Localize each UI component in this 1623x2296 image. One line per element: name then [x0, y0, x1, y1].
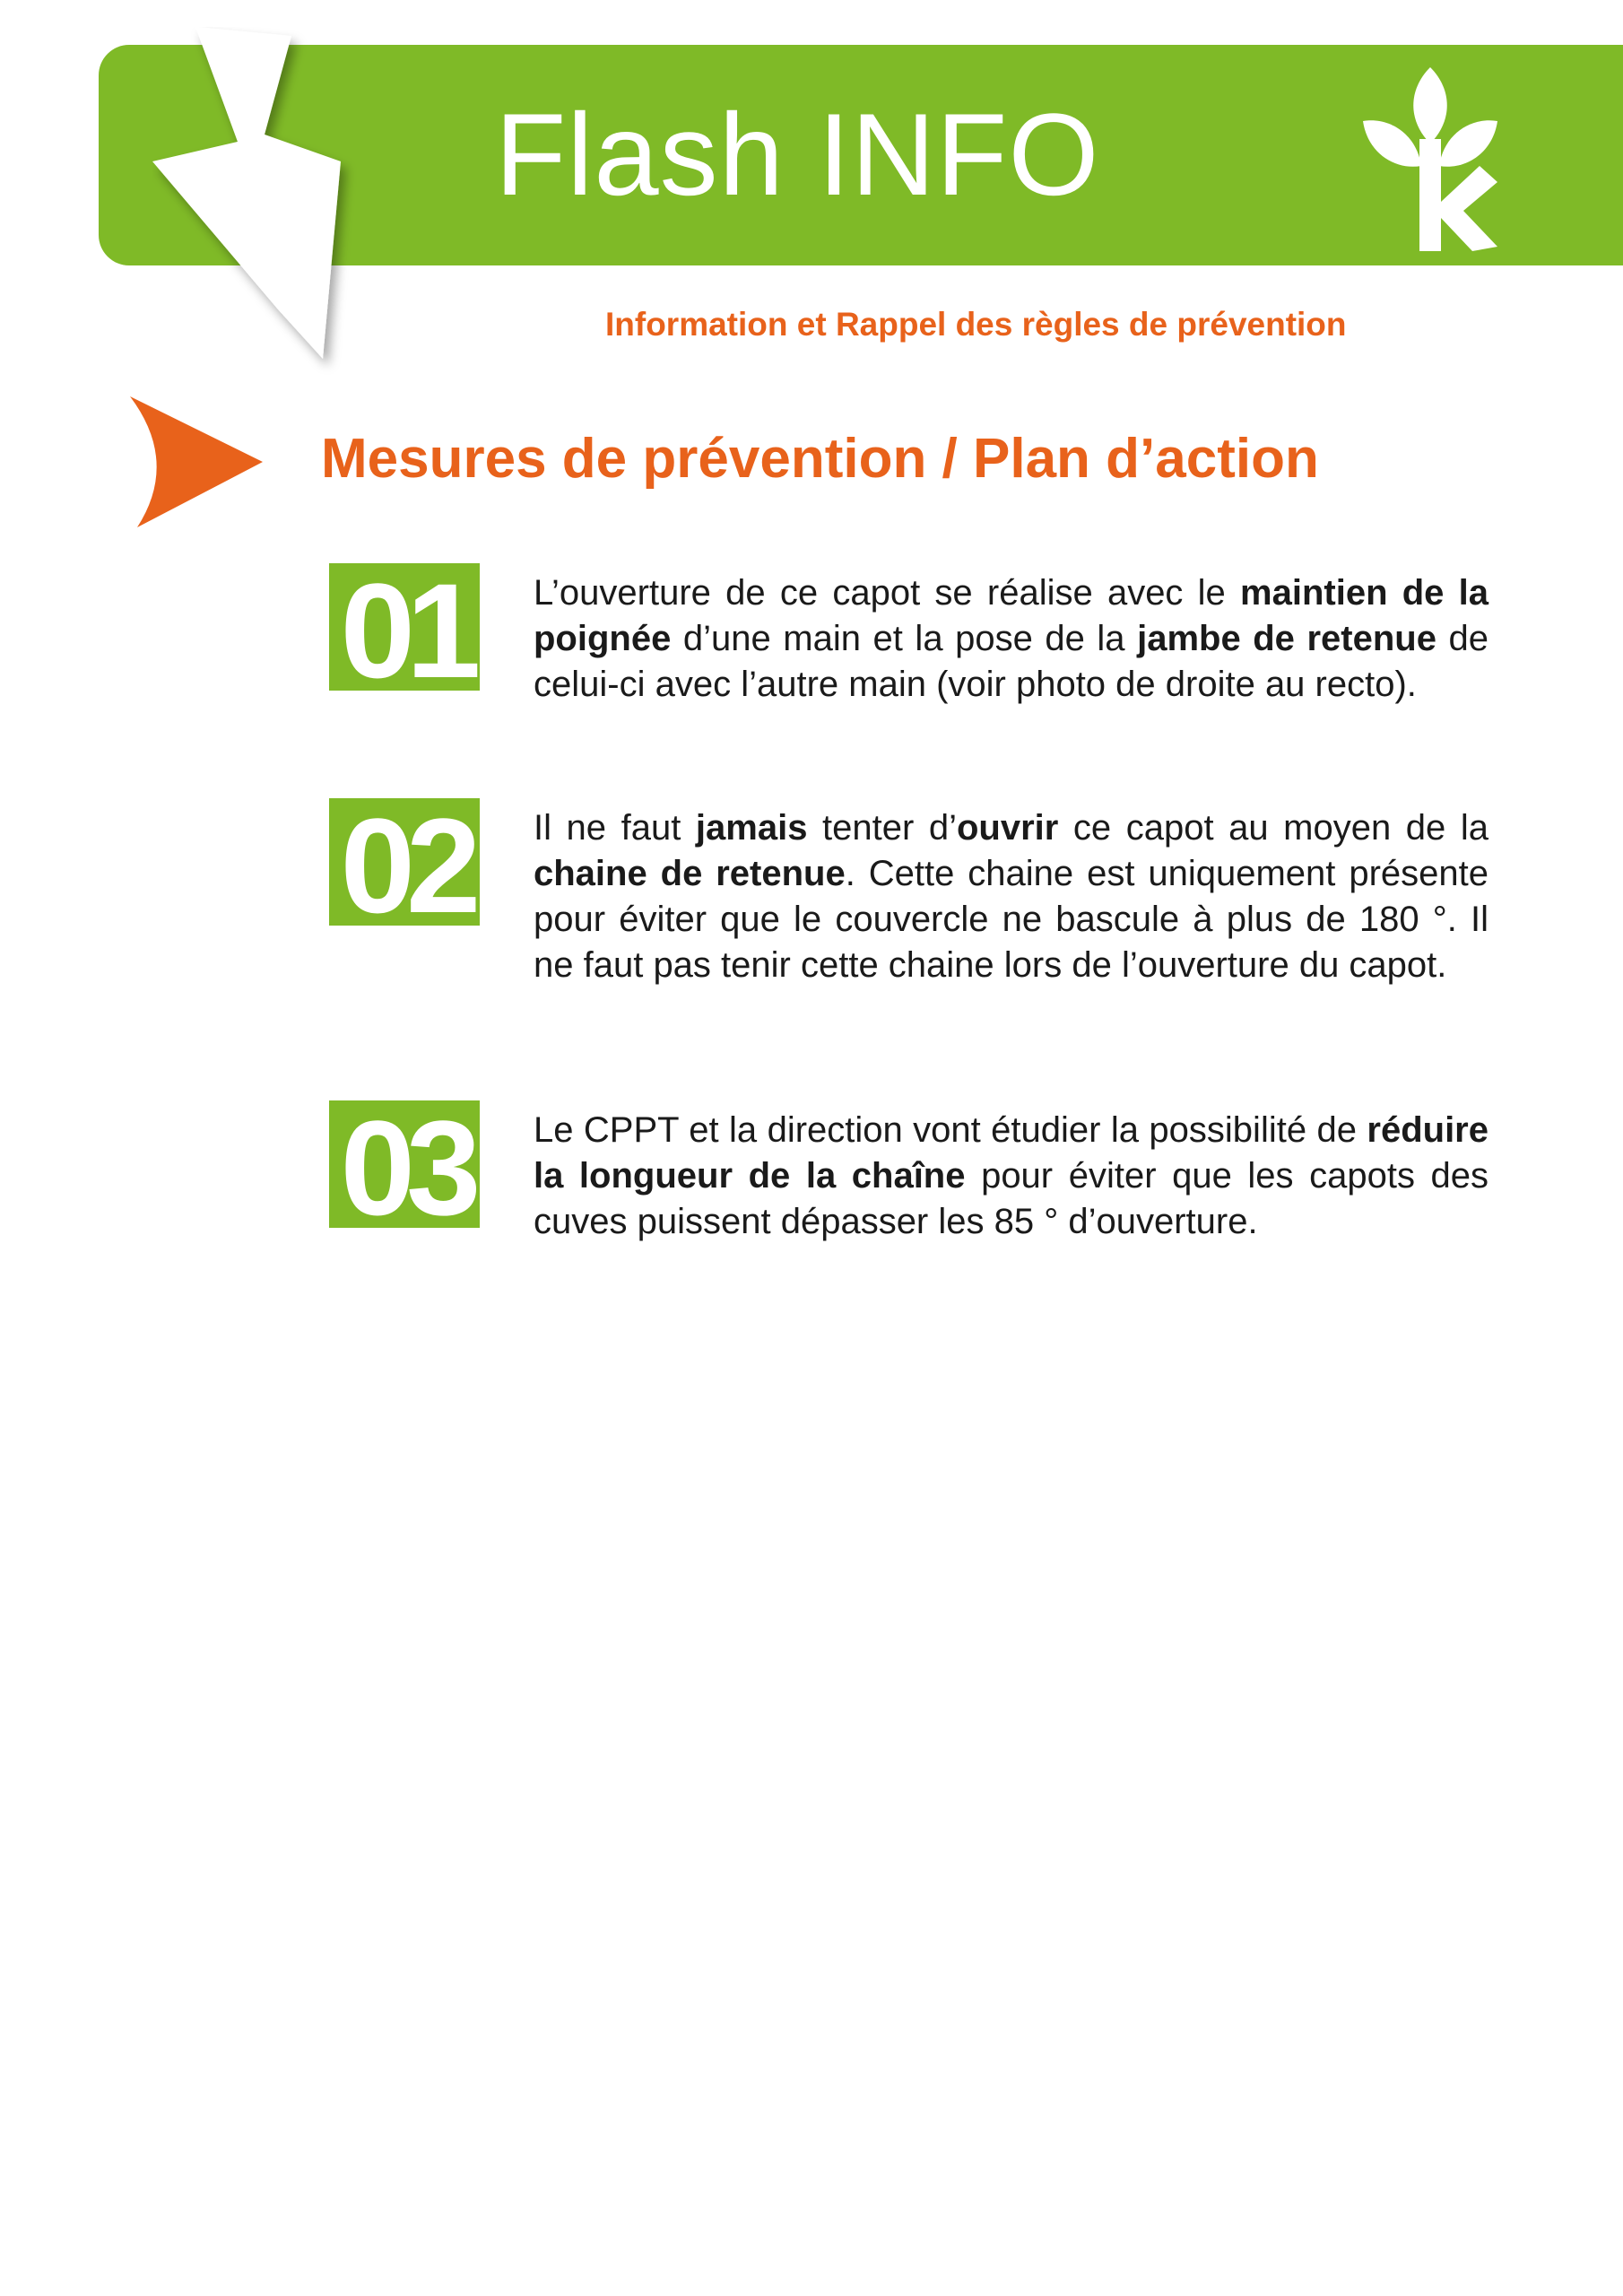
item-number: 01 — [340, 563, 473, 691]
brand-title: Flash INFO — [495, 89, 1100, 220]
item-number: 02 — [340, 798, 473, 926]
item-text-bold: maintien de la poignée — [534, 573, 1488, 658]
item-text-segment: L’ouverture de ce capot se réalise avec le — [534, 573, 1241, 613]
item-text-bold: jambe de retenue — [1137, 619, 1436, 658]
item-text-segment: d’une main et la pose de la — [671, 619, 1138, 658]
item-text-bold: ouvrir — [956, 808, 1059, 848]
item-number-badge — [329, 1100, 480, 1228]
item-number: 03 — [340, 1100, 473, 1228]
lightning-bolt-icon — [152, 27, 377, 377]
item-text-bold: jamais — [695, 808, 808, 848]
item-text-segment: Il ne faut — [534, 808, 696, 848]
item-text-bold: chaine de retenue — [534, 854, 846, 893]
leaf-k-logo-icon — [1363, 67, 1497, 251]
item-text-segment: pour éviter que les capots des cuves puissent dépasser les 85 ° d’ouverture. — [534, 1156, 1489, 1241]
item-text-segment: . Cette chaine est uniquement présente pour éviter que le couvercle ne bascule à plus de 180 °. Il ne faut pas tenir cette chaine lors de l’ouverture du capot. — [534, 854, 1488, 985]
item-text-segment: Le CPPT et la direction vont étudier la possibilité de — [534, 1110, 1367, 1150]
item-text-bold: réduire la longueur de la chaîne — [534, 1110, 1488, 1196]
chevron-arrow-icon — [130, 395, 265, 529]
item-text — [534, 805, 1488, 988]
item-text-segment: de celui-ci avec l’autre main (voir photo de droite au recto). — [534, 619, 1488, 704]
item-text — [534, 1108, 1488, 1245]
item-number-badge — [329, 798, 480, 926]
item-text — [534, 570, 1488, 708]
item-text-segment: ce capot au moyen de la — [1058, 808, 1488, 848]
item-number-badge — [329, 563, 480, 691]
subtitle: Information et Rappel des règles de prévention — [605, 306, 1347, 343]
section-title: Mesures de prévention / Plan d’action — [321, 428, 1319, 490]
item-text-segment: tenter d’ — [807, 808, 957, 848]
